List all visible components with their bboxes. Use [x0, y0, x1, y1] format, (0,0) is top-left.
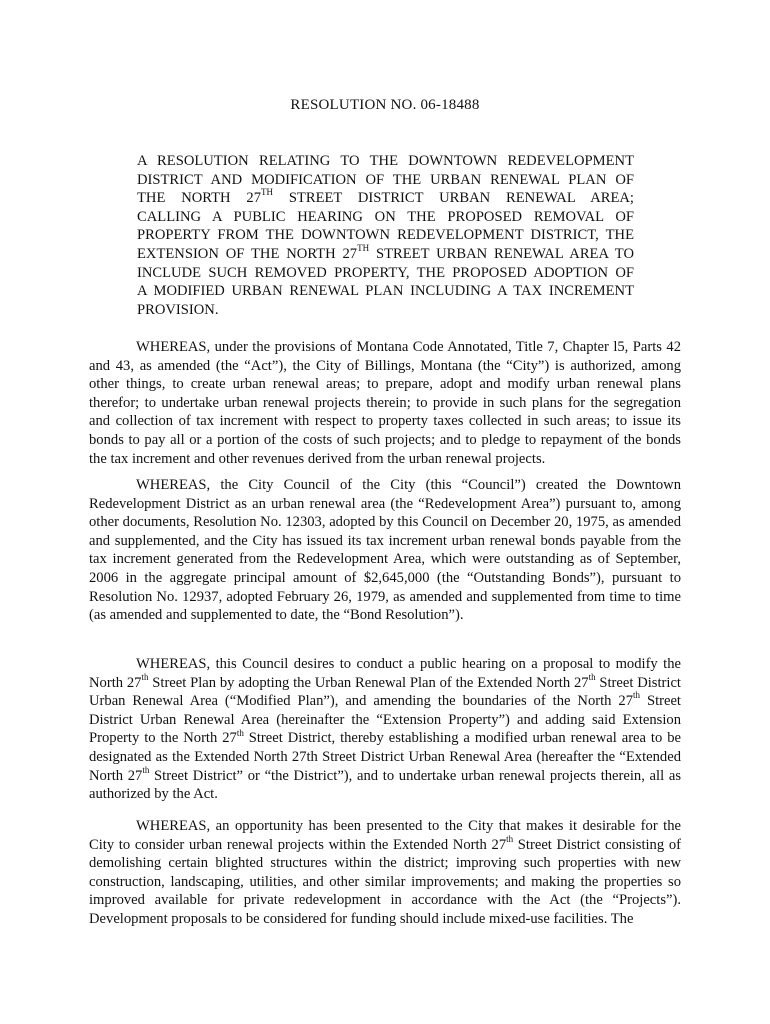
caption-line [137, 152, 634, 171]
text-run: PROPERTY FROM THE DOWNTOWN REDEVELOPMENT DISTRICT, THE [137, 227, 634, 244]
text-run: EXTENSION OF THE NORTH 27 [137, 245, 358, 262]
text-run: WHEREAS, the City Council of the City (this “Council”) created the Downtown Redevelopment District as an urban renewal area (the “Redevelopment Area”) pursuant to, among other documents, Resolution No. 12303, adopted by this Council on December 20, 1975, as amended and supplemented, and the City has issued its tax increment urban renewal bonds payable from the tax increment generated from the Redevelopment Area, which were outstanding as of September, 2006 in the aggregate principal amount of $2,645,000 (the “Outstanding Bonds”), pursuant to Resolution No. 12937, adopted February 26, 1979, as amended and supplemented from time to time (as amended and supplemented to date, the “Bond Resolution”). [89, 477, 681, 624]
text-run: THE NORTH 27 [137, 190, 261, 207]
ordinal-superscript: th [506, 833, 514, 844]
whereas-paragraph-4 [89, 817, 681, 929]
text-run: PROVISION. [137, 301, 219, 318]
ordinal-superscript: th [142, 764, 150, 775]
text-run: Street District Urban Renewal Area (hereinafter the “Extension Property”) and adding said Extension Property to the North 27 [89, 693, 681, 747]
resolution-caption [137, 152, 634, 319]
text-run: Street Plan by adopting the Urban Renewal Plan of the Extended North 27 [148, 674, 589, 691]
text-run: Street District, thereby establishing a modified urban renewal area to be designated as the Extended North 27th Street District Urban Renewal Area (hereafter the “Extended North 27 [89, 730, 681, 784]
ordinal-superscript: TH [261, 187, 273, 198]
caption-line [137, 208, 634, 227]
ordinal-superscript: th [141, 671, 149, 682]
text-run: Street District” or “the District”), and to undertake urban renewal projects therein, all as authorized by the Act. [89, 767, 681, 803]
whereas-paragraph-2 [89, 476, 681, 625]
resolution-title: RESOLUTION NO. 06-18488 [290, 97, 480, 113]
ordinal-superscript: TH [357, 243, 370, 254]
caption-line [137, 282, 634, 301]
text-run: DISTRICT AND MODIFICATION OF THE URBAN RENEWAL PLAN OF [137, 171, 634, 188]
text-run: STREET DISTRICT URBAN RENEWAL AREA; [273, 190, 634, 207]
caption-line [137, 226, 634, 245]
text-run: INCLUDE SUCH REMOVED PROPERTY, THE PROPOSED ADOPTION OF [137, 264, 634, 281]
text-run: Street District consisting of demolishing certain blighted structures within the district; improving such properties with new construction, landscaping, utilities, and other similar improvements; and making the properties so improved available for private redevelopment in accordance with the Act (the “Projects”). Development proposals to be considered for funding should include mixed-use facilities. The [89, 836, 681, 927]
text-run: A RESOLUTION RELATING TO THE DOWNTOWN REDEVELOPMENT [137, 153, 634, 169]
text-run: WHEREAS, this Council desires to conduct a public hearing on a proposal to modify the North 27 [89, 656, 681, 691]
text-run: A MODIFIED URBAN RENEWAL PLAN INCLUDING A TAX INCREMENT [137, 283, 634, 300]
ordinal-superscript: th [588, 671, 596, 682]
text-run: WHEREAS, an opportunity has been presented to the City that makes it desirable for the City to consider urban renewal projects within the Extended North 27 [89, 818, 681, 853]
caption-line [137, 189, 634, 208]
caption-line [137, 171, 634, 190]
caption-line [137, 301, 634, 320]
whereas-paragraph-3 [89, 655, 681, 804]
text-run: STREET URBAN RENEWAL AREA TO [369, 245, 634, 262]
ordinal-superscript: th [236, 727, 244, 738]
text-run: Street District Urban Renewal Area (“Modified Plan”), and amending the boundaries of the North 27 [89, 674, 681, 710]
text-run: WHEREAS, under the provisions of Montana Code Annotated, Title 7, Chapter l5, Parts 42 and 43, as amended (the “Act”), the City of Billings, Montana (the “City”) is authorized, among other things, to create urban renewal areas; to prepare, adopt and modify urban renewal plans therefor; to undertake urban renewal projects therein; to provide in such plans for the segregation and collection of tax increment with respect to property taxes collected in such areas; to issue its bonds to pay all or a portion of the costs of such projects; and to pledge to repayment of the bonds the tax increment and other revenues derived from the urban renewal projects. [89, 339, 681, 467]
caption-line [137, 264, 634, 283]
ordinal-superscript: th [633, 690, 641, 701]
whereas-paragraph-1 [89, 338, 681, 468]
caption-line [137, 245, 634, 264]
text-run: CALLING A PUBLIC HEARING ON THE PROPOSED REMOVAL OF [137, 208, 634, 225]
